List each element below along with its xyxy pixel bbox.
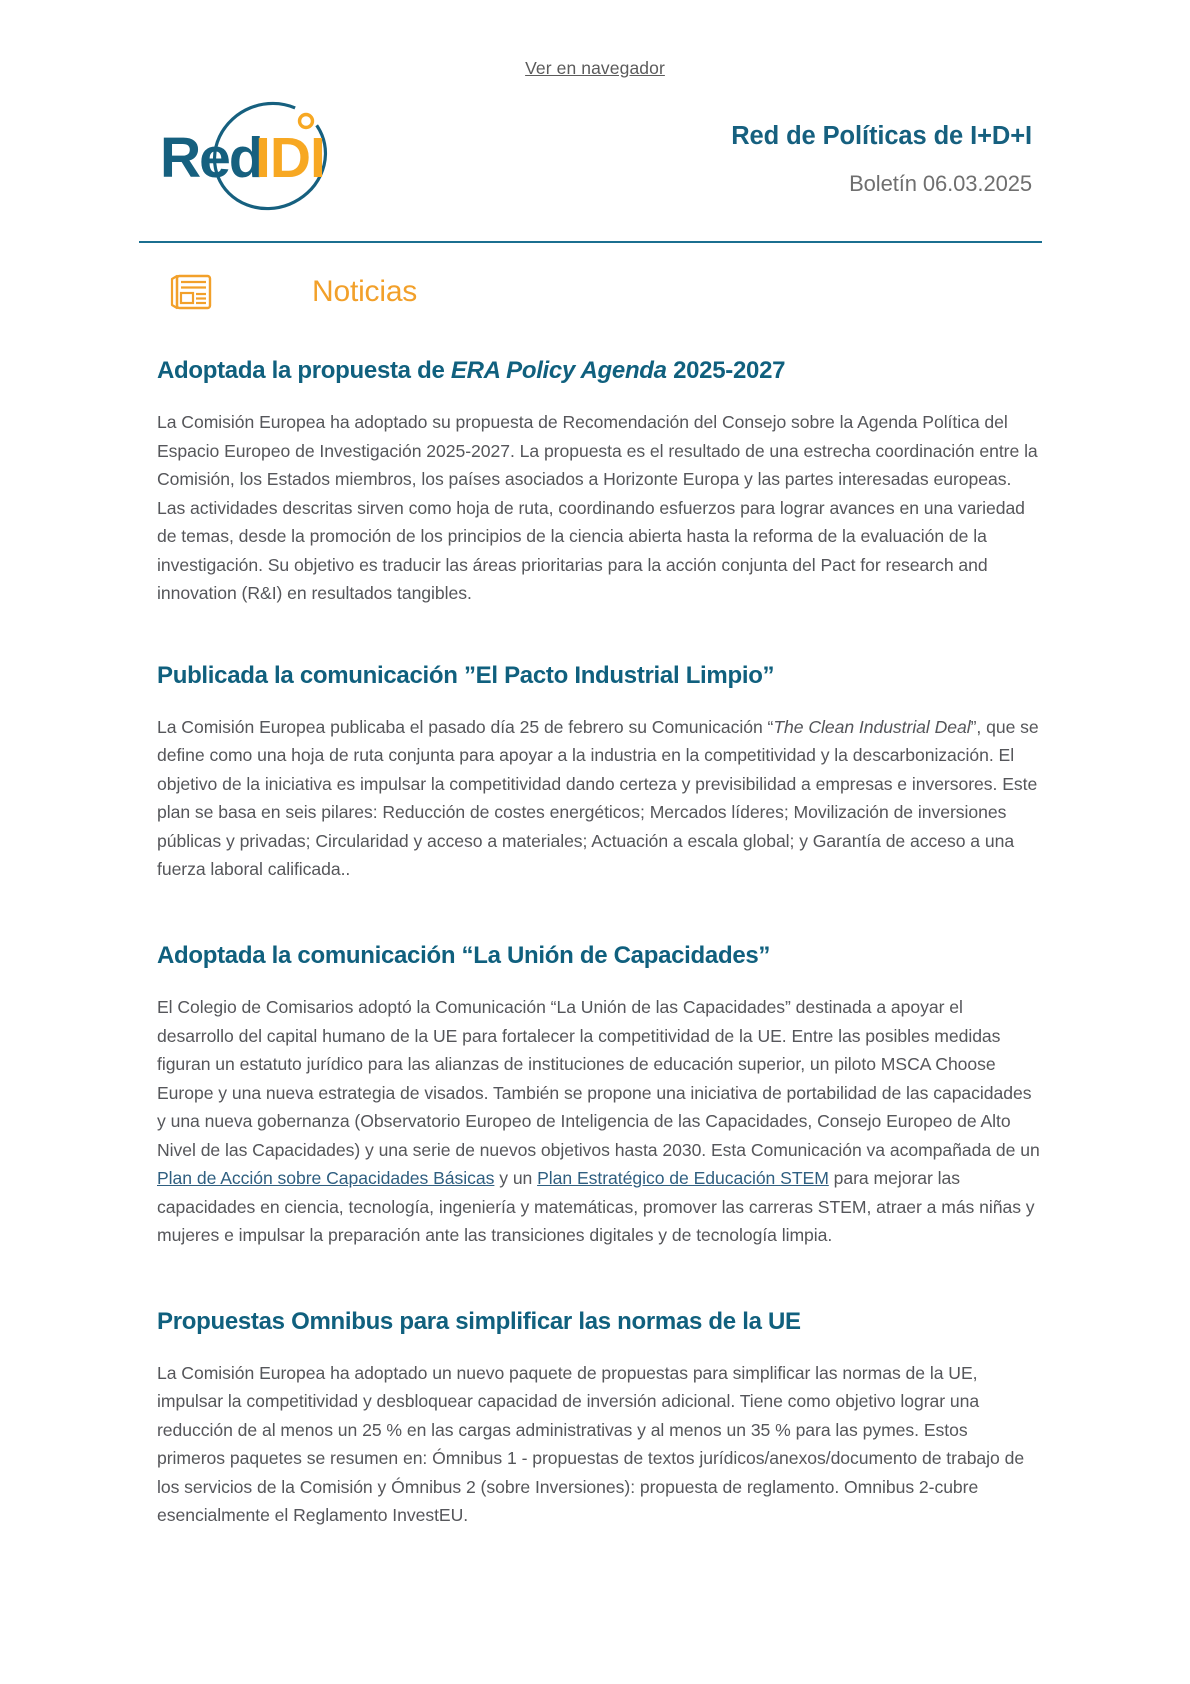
brand-title: Red de Políticas de I+D+I [731,121,1032,150]
article-title-pre: Adoptada la propuesta de [157,357,451,384]
article-body-part-1: La Comisión Europea publicaba el pasado día 25 de febrero su Comunicación “ [157,716,774,737]
section-header-noticias [0,243,1190,315]
article-body-part-2: ”, que se define como una hoja de ruta conjunta para apoyar a la industria en la competitividad y la descarbonización. El objetivo de la iniciativa es impulsar la competitividad dando certeza y previsibilidad a empresas e inversores. Este plan se basa en seis pilares: Reducción de costes energéticos; Mercados líderes; Movilización de inversiones públicas y privadas; Circularidad y acceso a materiales; Actuación a escala global; y Garantía de acceso a una fuerza laboral calificada.. [157,716,1039,880]
article-body-part-2: y un [494,1168,538,1189]
article-body-part-1: El Colegio de Comisarios adoptó la Comunicación “La Unión de las Capacidades” destinada a apoyar el desarrollo del capital humano de la UE para fortalecer la competitividad de la UE. Entre las posibles medidas figuran un estatuto jurídico para las alianzas de instituciones de educación superior, un piloto MSCA Choose Europe y una nueva estrategia de visados. También se propone una iniciativa de portabilidad de las capacidades y una nueva gobernanza (Observatorio Europeo de Inteligencia de las Capacidades, Consejo Europeo de Alto Nivel de las Capacidades) y una serie de nuevos objetivos hasta 2030. Esta Comunicación va acompañada de un [157,997,1040,1160]
article-body [157,993,1040,1250]
article-title [157,355,1040,386]
articles-container [0,315,1190,1590]
article-title: Publicada la comunicación ”El Pacto Industrial Limpio” [157,661,775,689]
svg-text:IDI: IDI [255,126,325,190]
newspaper-icon [168,269,214,315]
article-title: Adoptada la comunicación “La Unión de Capacidades” [157,941,771,969]
article-title-emphasis: ERA Policy Agenda [450,357,667,384]
article-title: Propuestas Omnibus para simplificar las normas de la UE [157,1307,801,1335]
link-plan-accion-capacidades-basicas[interactable]: Plan de Acción sobre Capacidades Básicas [157,1168,495,1189]
preheader [0,0,1190,83]
section-title: Noticias [312,275,418,308]
article-era-policy-agenda [157,355,1040,608]
bulletin-date: Boletín 06.03.2025 [849,171,1032,197]
link-plan-estrategico-educacion-stem[interactable]: Plan Estratégico de Educación STEM [537,1168,829,1189]
article-body: La Comisión Europea ha adoptado un nuevo paquete de propuestas para simplificar las normas de la UE, impulsar la competitividad y desbloquear capacidad de inversión adicional. Tiene como objetivo lograr una reducción de al menos un 25 % en las cargas administrativas y al menos un 35 % para las pymes. Estos primeros paquetes se resumen en: Ómnibus 1 - propuestas de textos jurídicos/anexos/documento de trabajo de los servicios de la Comisión y Ómnibus 2 (sobre Inversiones): propuesta de reglamento. Omnibus 2-cubre esencialmente el Reglamento InvestEU. [157,1362,1025,1526]
logo-svg [148,101,378,211]
article-body-part-3: para mejorar las capacidades en ciencia, tecnología, ingeniería y matemáticas, promover las carreras STEM, atraer a más niñas y mujeres e impulsar la preparación ante las transiciones digitales y de tecnología limpia. [157,1168,1035,1246]
svg-text:Red: Red [160,126,262,190]
article-propuestas-omnibus [157,1306,1040,1530]
article-body [157,713,1040,884]
article-body: La Comisión Europea ha adoptado su propuesta de Recomendación del Consejo sobre la Agenda Política del Espacio Europeo de Investigación 2025-2027. La propuesta es el resultado de una estrecha coordinación entre la Comisión, los Estados miembros, los países asociados a Horizonte Europa y las partes interesadas europeas. Las actividades descritas sirven como hoja de ruta, coordinando esfuerzos para lograr avances en una variedad de temas, desde la promoción de los principios de la ciencia abierta hasta la reforma de la evaluación de la investigación. Su objetivo es traducir las áreas prioritarias para la acción conjunta del Pact for research and innovation (R&I) en resultados tangibles. [157,412,1038,604]
view-in-browser-link[interactable]: Ver en navegador [525,58,665,78]
article-pacto-industrial-limpio [157,660,1040,884]
redidi-logo[interactable] [148,101,378,211]
header-text-block [731,115,1040,198]
header [0,83,1190,211]
article-title-post: 2025-2027 [666,357,786,384]
article-body-emphasis: The Clean Industrial Deal [773,716,971,737]
article-union-de-capacidades [157,940,1040,1250]
